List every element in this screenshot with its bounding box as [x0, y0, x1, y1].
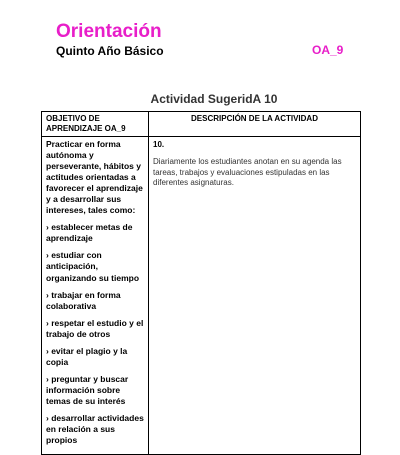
activity-number: 10.	[153, 140, 165, 149]
objective-item: › estudiar con anticipación, organizando su tiempo	[46, 250, 140, 283]
objective-item: › desarrollar actividades en relación a sus propios	[46, 412, 144, 446]
description-cell	[149, 137, 361, 455]
objective-item: › respetar el estudio y el trabajo de otros	[46, 317, 144, 339]
activity-description: Diariamente los estudiantes anotan en su agenda las tareas, trabajos y evaluaciones estipuladas en las diferentes asignaturas.	[153, 157, 342, 188]
objective-item: › preguntar y buscar información sobre temas de su interés	[46, 373, 129, 406]
objective-intro: Practicar en forma autónoma y perseverante, hábitos y actitudes orientadas a favorecer el aprendizaje y a desarrollar sus intereses, tales como:	[46, 139, 143, 216]
activity-table	[41, 111, 361, 455]
objective-column-header: OBJETIVO DE APRENDIZAJE OA_9	[42, 112, 149, 137]
activity-title	[0, 92, 400, 106]
objective-cell	[42, 137, 149, 455]
description-column-header: DESCRIPCIÓN DE LA ACTIVIDAD	[149, 112, 361, 137]
objective-item: › evitar el plagio y la copia	[46, 345, 128, 367]
objective-item: › trabajar en forma colaborativa	[46, 289, 121, 311]
objective-code: OA_9	[312, 43, 344, 57]
table-header-row	[42, 112, 361, 137]
table-row	[42, 137, 361, 455]
activity-title-text: Actividad SugeridA 10	[150, 92, 278, 106]
subject-title: Orientación	[56, 21, 162, 42]
grade-level: Quinto Año Básico	[56, 44, 164, 58]
objective-item: › establecer metas de aprendizaje	[46, 222, 133, 244]
